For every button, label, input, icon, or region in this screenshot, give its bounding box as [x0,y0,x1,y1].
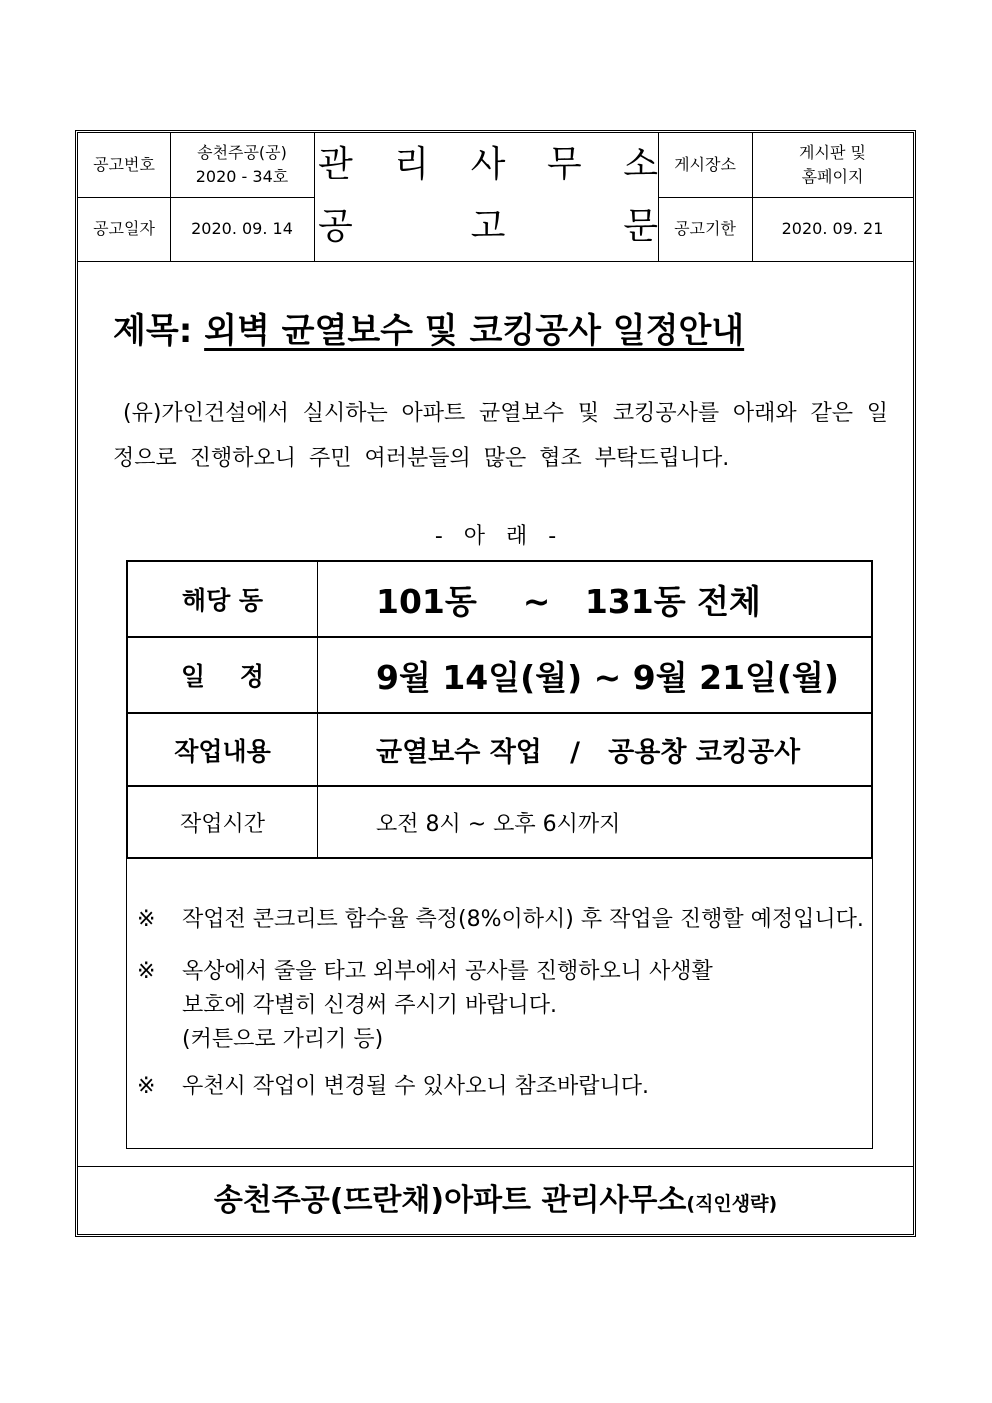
post-place-line2: 홈페이지 [801,167,864,186]
intro-paragraph: (유)가인건설에서 실시하는 아파트 균열보수 및 코킹공사를 아래와 같은 일정으로 진행하오니 주민 여러분들의 많은 협조 부탁드립니다. [113,401,888,471]
row-value: 오전 8시 ~ 오후 6시까지 [376,811,621,837]
notice-no-label: 공고번호 [93,155,155,174]
office-char: 무 [546,144,582,185]
title-prefix: 제목: [113,311,205,351]
footer-seal-omitted: (직인생략) [686,1193,778,1215]
notice-date-label: 공고일자 [93,219,155,238]
notice-date: 2020. 09. 14 [191,219,293,238]
notice-footer [78,1166,913,1235]
office-char: 사 [470,144,506,185]
office-char: 관 [318,144,353,185]
post-place-line1: 게시판 및 [799,143,866,162]
office-heading [318,145,658,185]
notice-heading [318,207,658,247]
notice-header [78,133,913,262]
notice-char: 문 [623,206,658,247]
notice-no [170,133,314,197]
row-value: 9월 14일(월) ~ 9월 21일(월) [376,657,839,697]
notice-frame [75,130,916,1237]
row-key: 일 정 [128,638,318,712]
row-value: 101동 ~ 131동 전체 [376,581,761,621]
row-key: 작업시간 [128,787,318,857]
note-mark: ※ [137,1074,156,1099]
office-char: 소 [623,144,658,185]
title-text: 외벽 균열보수 및 코킹공사 일정안내 [204,311,745,351]
arae-heading: - 아 래 - [434,524,557,549]
table-row [128,562,871,638]
row-value: 균열보수 작업 / 공용창 코킹공사 [376,737,801,768]
note-text: 우천시 작업이 변경될 수 있사오니 참조바랍니다. [182,1074,650,1099]
post-period: 2020. 09. 21 [781,219,884,238]
notice-char: 공 [318,206,353,247]
office-char: 리 [394,144,430,185]
notice-char: 고 [470,206,506,247]
notes-box [126,855,873,1149]
table-row [128,714,871,787]
post-place [752,133,913,197]
note-text: 작업전 콘크리트 함수율 측정(8%이하시) 후 작업을 진행할 예정입니다. [182,907,864,932]
table-row [128,638,871,714]
footer-office: 송천주공(뜨란채)아파트 관리사무소 [213,1183,687,1218]
post-place-label: 게시장소 [674,155,736,174]
post-period-label: 공고기한 [674,219,736,238]
notice-no-line2: 2020 - 34호 [195,167,289,186]
schedule-table [126,560,873,859]
note-text: 옥상에서 줄을 타고 외부에서 공사를 진행하오니 사생활 [182,959,713,984]
table-row [128,787,871,857]
note-text: 보호에 각별히 신경써 주시기 바랍니다. [182,993,557,1018]
row-key: 해당 동 [128,562,318,636]
notice-title [113,303,744,352]
notice-no-line1: 송천주공(공) [197,143,287,162]
note-mark: ※ [137,907,156,932]
row-key: 작업내용 [128,714,318,785]
note-text: (커튼으로 가리기 등) [182,1027,384,1052]
note-mark: ※ [137,959,156,984]
